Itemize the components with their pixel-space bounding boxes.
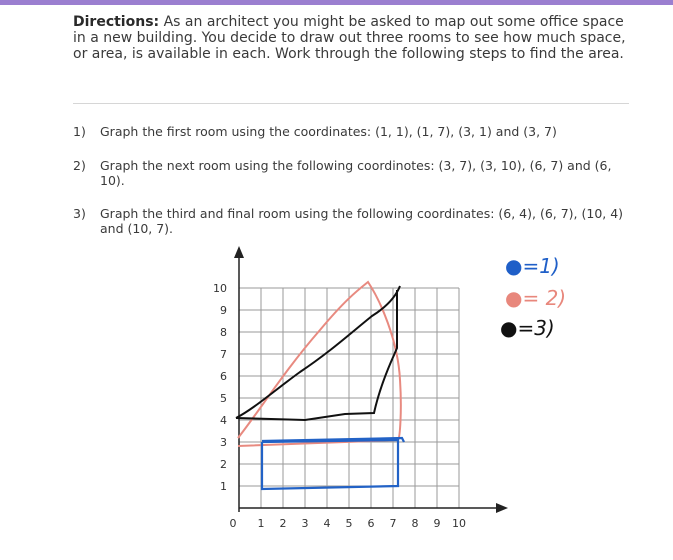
legend-dot-icon: ● bbox=[505, 286, 523, 310]
x-tick-label: 7 bbox=[389, 517, 397, 530]
x-tick-label: 1 bbox=[257, 517, 265, 530]
y-tick-label: 9 bbox=[220, 304, 227, 317]
y-tick-label: 7 bbox=[220, 348, 227, 361]
step-number: 1) bbox=[73, 124, 86, 139]
legend-label: =3) bbox=[517, 316, 555, 340]
x-tick-label: 0 bbox=[229, 517, 237, 530]
y-axis-arrow bbox=[234, 246, 244, 258]
y-tick-label: 5 bbox=[220, 392, 227, 405]
step-text: Graph the first room using the coordinates: (1, 1), (1, 7), (3, 1) and (3, 7) bbox=[100, 124, 557, 139]
x-tick-label: 2 bbox=[279, 517, 287, 530]
directions-label: Directions: bbox=[73, 14, 160, 30]
legend-dot-icon: ● bbox=[505, 254, 523, 278]
x-tick-label: 8 bbox=[411, 517, 419, 530]
step-text: Graph the next room using the following coordinotes: (3, 7), (3, 10), (6, 7) and (6, 10). bbox=[100, 158, 612, 188]
y-tick-label: 4 bbox=[220, 414, 227, 427]
legend-dot-icon: ● bbox=[500, 316, 518, 340]
x-tick-label: 5 bbox=[345, 517, 353, 530]
y-tick-label: 8 bbox=[220, 326, 227, 339]
x-tick-label: 6 bbox=[367, 517, 375, 530]
step-text: Graph the third and final room using the following coordinates: (6, 4), (6, 7), (10, 4) and (10, 7). bbox=[100, 206, 624, 236]
directions-text: As an architect you might be asked to map out some office space in a new building. You decide to draw out three rooms to see how much space, or area, is available in each. Work through the following steps to find the area. bbox=[73, 14, 626, 62]
x-tick-labels bbox=[230, 517, 467, 530]
grid-lines bbox=[239, 288, 459, 508]
legend-item-blue bbox=[505, 254, 560, 278]
y-tick-label: 10 bbox=[213, 282, 227, 295]
step-number: 3) bbox=[73, 206, 86, 221]
legend-label: = 2) bbox=[522, 286, 567, 310]
y-tick-labels bbox=[213, 282, 227, 493]
legend-label: =1) bbox=[522, 254, 560, 278]
legend-item-black bbox=[500, 316, 555, 340]
x-tick-label: 4 bbox=[323, 517, 331, 530]
legend-item-salmon bbox=[505, 286, 566, 310]
y-tick-label: 3 bbox=[220, 436, 227, 449]
x-tick-label: 9 bbox=[433, 517, 441, 530]
y-tick-label: 2 bbox=[220, 458, 227, 471]
y-tick-label: 1 bbox=[220, 480, 227, 493]
step-number: 2) bbox=[73, 158, 86, 173]
salmon-room-outline bbox=[238, 282, 401, 446]
x-axis-arrow bbox=[496, 503, 508, 513]
x-tick-label: 3 bbox=[301, 517, 309, 530]
y-tick-label: 6 bbox=[220, 370, 227, 383]
x-tick-label: 10 bbox=[452, 517, 466, 530]
